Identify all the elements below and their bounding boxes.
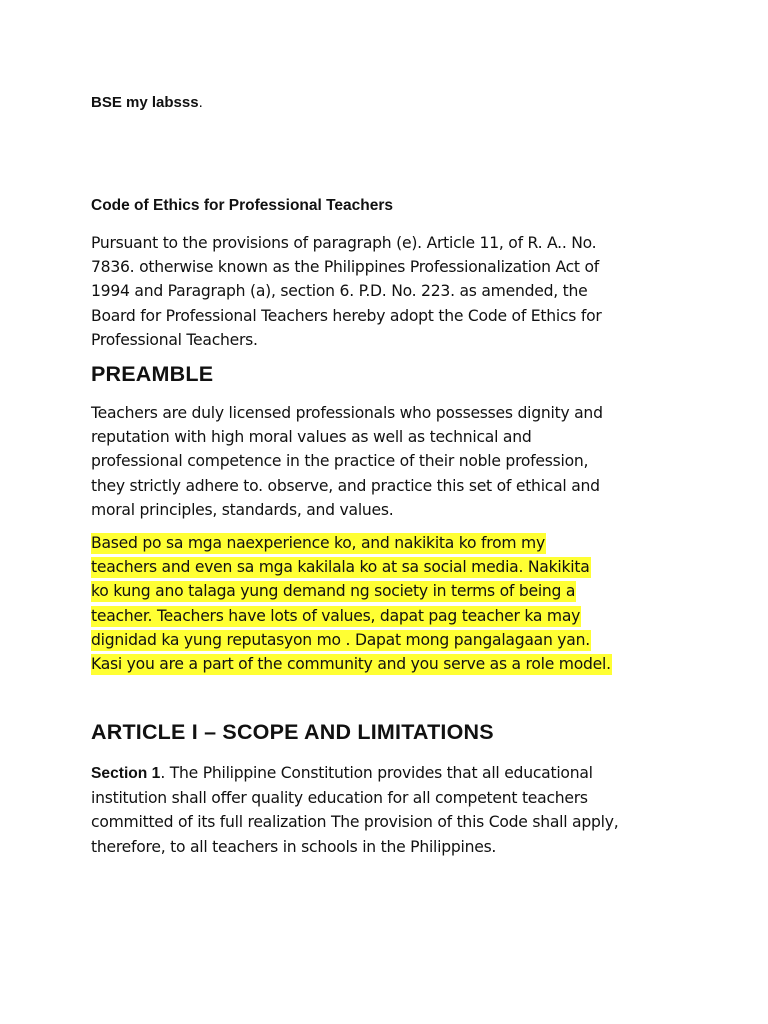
highlighted-line [91, 604, 691, 628]
highlighted-text: Kasi you are a part of the community and you serve as a role model. [91, 655, 611, 674]
highlighted-line [91, 555, 691, 579]
document-title: Code of Ethics for Professional Teachers [91, 197, 394, 214]
intro-line: Pursuant to the provisions of paragraph (e). Article 11, of R. A.. No. [91, 234, 597, 252]
intro-line: 7836. otherwise known as the Philippines Professionalization Act of [91, 258, 600, 277]
highlighted-line [91, 531, 691, 555]
section-1-first-line: . The Philippine Constitution provides that all educational [160, 764, 593, 782]
preamble-line: moral principles, standards, and values. [91, 500, 394, 519]
section-line: committed of its full realization The provision of this Code shall apply, [91, 813, 619, 832]
preamble-line: they strictly adhere to. observe, and practice this set of ethical and [91, 476, 600, 495]
intro-line: Board for Professional Teachers hereby adopt the Code of Ethics for [91, 306, 602, 325]
highlighted-line [91, 579, 691, 603]
highlighted-line [91, 628, 691, 652]
header-label-period: . [198, 94, 203, 111]
highlighted-note [91, 531, 691, 676]
preamble-heading: PREAMBLE [91, 362, 214, 386]
intro-line: 1994 and Paragraph (a), section 6. P.D. No. 223. as amended, the [91, 282, 588, 301]
highlighted-text: Based po sa mga naexperience ko, and nakikita ko from my [91, 534, 545, 552]
section-line: therefore, to all teachers in schools in the Philippines. [91, 837, 497, 856]
highlighted-text: dignidad ka yung reputasyon mo . Dapat mong pangalagaan yan. [91, 630, 590, 649]
highlighted-text: ko kung ano talaga yung demand ng society in terms of being a [91, 582, 576, 601]
intro-line: Professional Teachers. [91, 330, 258, 349]
preamble-paragraph [91, 401, 691, 522]
section-1-paragraph [91, 761, 691, 859]
highlighted-text: teacher. Teachers have lots of values, dapat pag teacher ka may [91, 606, 581, 625]
header-label-text: BSE my labsss [91, 94, 199, 111]
section-1-label: Section 1 [91, 765, 161, 782]
highlighted-text: teachers and even sa mga kakilala ko at sa social media. Nakikita [91, 558, 590, 577]
section-line [91, 761, 691, 786]
preamble-line: professional competence in the practice of their noble profession, [91, 452, 589, 471]
intro-paragraph [91, 231, 691, 352]
preamble-line: Teachers are duly licensed professionals who possesses dignity and [91, 404, 603, 422]
section-line: institution shall offer quality education for all competent teachers [91, 789, 588, 808]
highlighted-line [91, 652, 691, 676]
preamble-line: reputation with high moral values as well as technical and [91, 428, 532, 447]
article-1-heading: ARTICLE I – SCOPE AND LIMITATIONS [91, 720, 494, 744]
header-label [91, 94, 203, 111]
